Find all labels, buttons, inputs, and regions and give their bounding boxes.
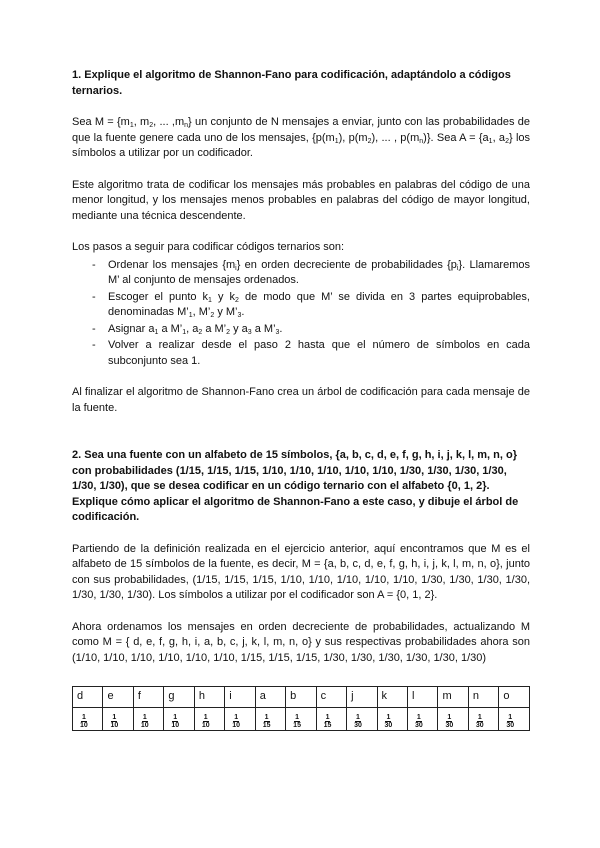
- probabilities-row: [73, 708, 530, 731]
- symbol-cell: e: [103, 687, 133, 708]
- fraction-numerator: 1: [203, 714, 208, 721]
- fraction-denominator: 10: [80, 722, 88, 729]
- fraction-numerator: 1: [81, 714, 86, 721]
- fraction-denominator: 10: [140, 722, 149, 729]
- probability-table: [72, 686, 530, 731]
- fraction-denominator: 15: [293, 722, 301, 729]
- probability-cell: [133, 708, 163, 731]
- fraction: [323, 714, 333, 729]
- probability-cell: [225, 708, 255, 731]
- fraction: [231, 714, 241, 729]
- probability-cell: [316, 708, 346, 731]
- fraction: [505, 714, 515, 729]
- symbol-cell: h: [194, 687, 224, 708]
- q1-paragraph-description: Este algoritmo trata de codificar los mensajes más probables en palabras del código de una menor longitud, y los mensajes menos probables en palabras del código de mayor longitud, mediante una técnica descendente.: [72, 178, 530, 222]
- probability-cell: [164, 708, 194, 731]
- fraction-denominator: 15: [262, 722, 271, 729]
- probability-cell: [468, 708, 498, 731]
- probability-cell: [286, 708, 316, 731]
- q1-steps-intro: Los pasos a seguir para codificar códigos ternarios son:: [72, 241, 345, 253]
- q1-paragraph-conclusion: Al finalizar el algoritmo de Shannon-Fano crea un árbol de codificación para cada mensaje de la fuente.: [72, 386, 530, 414]
- fraction-denominator: 30: [384, 722, 393, 729]
- fraction: [444, 714, 454, 729]
- fraction: [414, 714, 424, 729]
- fraction-denominator: 15: [323, 722, 332, 729]
- fraction-numerator: 1: [325, 714, 330, 721]
- fraction: [262, 714, 272, 729]
- fraction: [384, 714, 394, 729]
- step-2: - Escoger el punto $k_1$ y $k_2$ de modo que M’ se divida en 3 partes equiprobables, denominadas $M’_1$, $M’_2$ y $M’_3$.: [92, 290, 530, 319]
- symbol-cell: c: [316, 687, 346, 708]
- fraction: [475, 714, 485, 729]
- fraction-numerator: 1: [142, 714, 147, 721]
- symbol-cell: k: [377, 687, 407, 708]
- question-2-heading: 2. Sea una fuente con un alfabeto de 15 símbolos, {a, b, c, d, e, f, g, h, i, j, k, l, m, n, o} con probabilidades (1/15, 1/15, 1/15, 1/10, 1/10, 1/10, 1/10, 1/10, 1/30, 1/30, 1/30, 1/30, 1/30, 1/30), que se desea codificar en un código ternario con el alfabeto {0, 1, 2}. Explique cómo aplicar el algoritmo de Shannon-Fano a este caso, y dibuje el árbol de codificación.: [72, 449, 519, 523]
- fraction: [292, 714, 302, 729]
- symbol-cell: b: [286, 687, 316, 708]
- fraction-numerator: 1: [477, 714, 482, 721]
- question-1-heading: 1. Explique el algoritmo de Shannon-Fano para codificación, adaptándolo a códigos ternarios.: [72, 69, 511, 97]
- step-4: - Volver a realizar desde el paso 2 hasta que el número de símbolos en cada subconjunto sea 1.: [92, 339, 530, 367]
- probability-cell: [103, 708, 133, 731]
- q1-steps-list: [72, 258, 530, 370]
- fraction: [170, 714, 180, 729]
- fraction-numerator: 1: [356, 714, 360, 721]
- q2-paragraph-ordering: Ahora ordenamos los mensajes en orden decreciente de probabilidades, actualizando M como M = { d, e, f, g, h, i, a, b, c, j, k, l, m, n, o} y sus respectivas probabilidades ahora son (1/10, 1/10, 1/10, 1/10, 1/10, 1/10, 1/15, 1/15, 1/15, 1/30, 1/30, 1/30, 1/30, 1/30, 1/30): [72, 620, 530, 664]
- probability-cell: [377, 708, 407, 731]
- fraction-numerator: 1: [447, 714, 452, 721]
- symbol-cell: a: [255, 687, 285, 708]
- symbol-cell: f: [133, 687, 163, 708]
- fraction-denominator: 10: [171, 722, 180, 729]
- fraction: [79, 714, 89, 729]
- fraction-numerator: 1: [508, 714, 513, 721]
- probability-cell: [347, 708, 377, 731]
- probability-cell: [407, 708, 437, 731]
- probability-cell: [255, 708, 285, 731]
- fraction-numerator: 1: [173, 714, 178, 721]
- fraction-denominator: 30: [475, 722, 484, 729]
- probability-cell: [73, 708, 103, 731]
- fraction-denominator: 30: [506, 722, 515, 729]
- fraction-denominator: 10: [201, 722, 210, 729]
- q1-paragraph-definition: Sea $M = \{m_1$, $m_2$, ... $,m_n$} un conjunto de N mensajes a enviar, junto con las probabilidades de que la fuente genere cada uno de los mensajes, {$p(m_1)$, $p(m_2)$, ... , $p(m_n)$}. Sea $A = \{a_1$, $a_2$} los símbolos a utilizar por un codificador.: [72, 116, 531, 159]
- fraction-numerator: 1: [112, 714, 117, 721]
- fraction: [140, 714, 150, 729]
- fraction: [109, 714, 119, 729]
- symbol-cell: m: [438, 687, 468, 708]
- fraction-denominator: 10: [232, 722, 241, 729]
- symbol-cell: i: [225, 687, 255, 708]
- fraction-denominator: 30: [445, 722, 454, 729]
- probability-cell: [194, 708, 224, 731]
- probability-cell: [499, 708, 530, 731]
- fraction-numerator: 1: [386, 714, 391, 721]
- step-3: - Asignar $a_1$ a $M’_1$, $a_2$ a $M’_2$ y $a_3$ a $M’_3$.: [92, 322, 283, 336]
- probability-cell: [438, 708, 468, 731]
- fraction-denominator: 30: [414, 722, 423, 729]
- fraction-denominator: 10: [110, 722, 119, 729]
- fraction-numerator: 1: [416, 714, 421, 721]
- symbol-cell: g: [164, 687, 194, 708]
- fraction: [353, 714, 363, 729]
- symbol-cell: n: [468, 687, 498, 708]
- fraction-numerator: 1: [295, 714, 300, 721]
- symbol-cell: l: [407, 687, 437, 708]
- symbol-cell: d: [73, 687, 103, 708]
- fraction-numerator: 1: [234, 714, 239, 721]
- document-page: [72, 68, 530, 731]
- fraction-numerator: 1: [264, 714, 269, 721]
- fraction: [201, 714, 211, 729]
- q2-paragraph-definition: Partiendo de la definición realizada en el ejercicio anterior, aquí encontramos que M es el alfabeto de 15 símbolos de la fuente, es decir, M = {a, b, c, d, e, f, g, h, i, j, k, l, m, n, o}, junto con sus probabilidades, (1/15, 1/15, 1/15, 1/10, 1/10, 1/10, 1/10, 1/10, 1/30, 1/30, 1/30, 1/30, 1/30, 1/30, 1/30). Los símbolos a utilizar por el codificador son A = {0, 1, 2}.: [72, 542, 530, 601]
- step-1: - Ordenar los mensajes $\{m_i\}$ en orden decreciente de probabilidades $\{p_i\}$. Llamaremos M’ al conjunto de mensajes ordenados.: [92, 258, 530, 286]
- fraction-denominator: 30: [354, 722, 362, 729]
- symbol-cell: j: [347, 687, 377, 708]
- symbols-row: [73, 687, 530, 708]
- symbol-cell: o: [499, 687, 530, 708]
